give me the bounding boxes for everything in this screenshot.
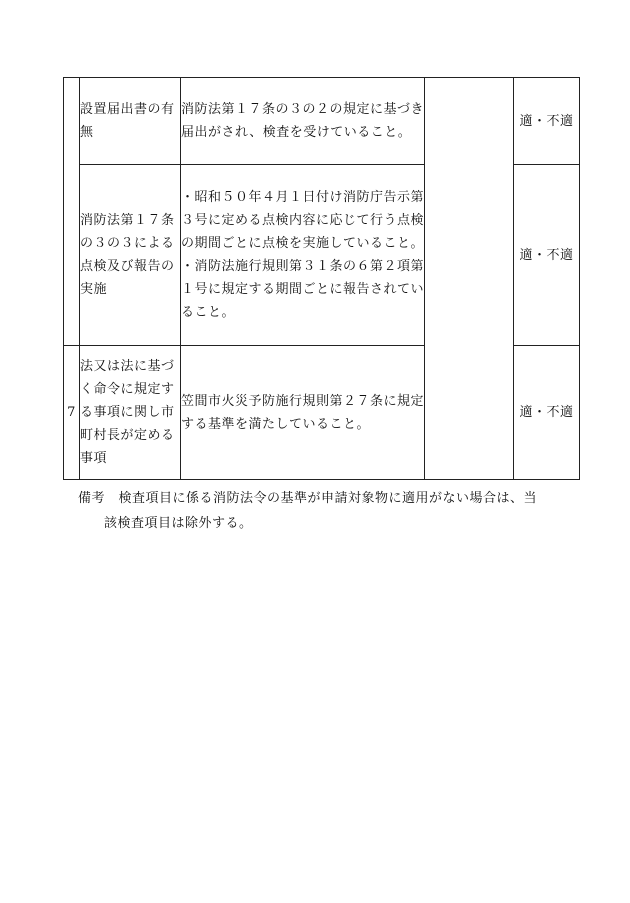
item-cell [80, 165, 181, 346]
judgment-text: 適・不適 [519, 247, 574, 263]
blank-cell [425, 78, 514, 480]
table-row [64, 78, 580, 165]
judgment-text: 適・不適 [519, 405, 574, 420]
row-number-cell [64, 346, 80, 480]
criteria-text: 笠間市火災予防施行規則第２７条に規定する基準を満たしていること。 [181, 393, 425, 432]
remarks-line-1 [78, 486, 578, 511]
judgment-cell [514, 78, 580, 165]
item-cell [80, 346, 181, 480]
inspection-table [63, 77, 580, 480]
criteria-cell [181, 346, 425, 480]
row-number-cell [64, 78, 80, 346]
remarks-text: 検査項目に係る消防法令の基準が申請対象物に適用がない場合は、当 [118, 491, 538, 506]
criteria-text: 消防法第１７条の３の２の規定に基づき届出がされ、検査を受けていること。 [181, 102, 425, 140]
judgment-cell [514, 165, 580, 346]
item-cell [80, 78, 181, 165]
item-text: 法又は法に基づく命令に規定する事項に関し市町村長が定める事項 [80, 359, 175, 466]
item-text: 消防法第１７条の３の３による点検及び報告の実施 [80, 213, 175, 297]
remarks-label: 備考 [78, 491, 106, 506]
remarks-note [78, 486, 578, 536]
item-text: 設置届出書の有無 [80, 102, 175, 140]
row-number: 7 [67, 405, 76, 420]
criteria-text: ・消防法施行規則第３１条の６第２項第１号に規定する期間ごとに報告されていること。 [181, 259, 425, 320]
criteria-text: ・昭和５０年４月１日付け消防庁告示第３号に定める点検内容に応じて行う点検の期間ごとに点検を実施していること。 [181, 190, 425, 251]
criteria-cell [181, 165, 425, 346]
judgment-cell [514, 346, 580, 480]
remarks-line-2: 該検査項目は除外する。 [104, 516, 253, 531]
criteria-cell [181, 78, 425, 165]
judgment-text: 適・不適 [519, 113, 574, 129]
